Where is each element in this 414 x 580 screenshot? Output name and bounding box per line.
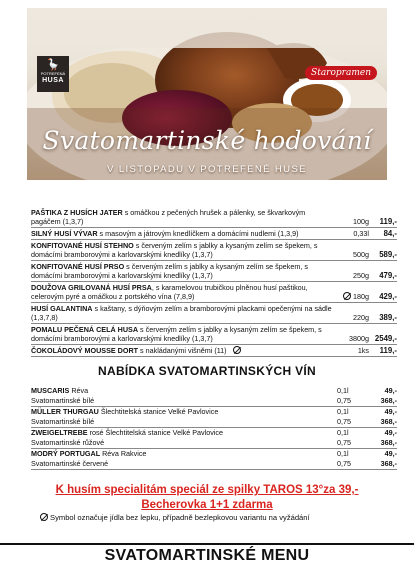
menu-item-name: DOUŽOVA GRILOVANÁ HUSÍ PRSA	[31, 283, 152, 292]
menu-item	[31, 228, 397, 240]
menu-item-amount: 220g	[353, 313, 369, 322]
wine-row-bottle	[31, 417, 397, 428]
gluten-free-note	[40, 513, 310, 522]
wine-name: MUSCARIS	[31, 386, 70, 395]
menu-item-amount: 250g	[353, 271, 369, 280]
wine-amount: 0,1l	[337, 407, 349, 416]
menu-item	[31, 303, 397, 324]
footer-title: SVATOMARTINSKÉ MENU	[0, 543, 414, 565]
wine-item	[31, 407, 397, 428]
menu-item-price: 119,-	[379, 346, 397, 355]
gluten-free-icon	[343, 292, 351, 300]
wine-row-bottle	[31, 438, 397, 449]
wine-price: 49,-	[384, 407, 397, 416]
wine-list	[31, 386, 397, 470]
wine-title	[31, 449, 337, 458]
menu-item-name: POMALU PEČENÁ CELÁ HUSA	[31, 325, 139, 334]
menu-item-amount: 500g	[353, 250, 369, 259]
menu-item-description	[31, 304, 337, 322]
menu-item-price: 2549,-	[374, 334, 397, 343]
menu-item-description	[31, 208, 337, 226]
promo-text	[0, 483, 414, 513]
menu-item-name: PAŠTIKA Z HUSÍCH JATER	[31, 208, 123, 217]
menu-item-description	[31, 346, 337, 355]
logo-top-text: POTREFENÁ	[40, 71, 66, 76]
wine-amount: 0,1l	[337, 428, 349, 437]
menu-item-details: s nakládanými višněmi (11)	[138, 346, 227, 355]
menu-item-details: s červeným zelím s jablky a kysaným zelím se špekem, s domácími bramborovými a karlovarskými knedlíky (1,3,7)	[31, 325, 322, 343]
goose-icon: 🪿	[46, 59, 60, 71]
hero-subtitle: V LISTOPADU V POTREFENÉ HUSE	[107, 164, 307, 175]
gluten-free-note-text: Symbol označuje jídla bez lepku, případně bezlepkovou variantu na vyžádání	[50, 513, 310, 522]
wine-amount: 0,75	[337, 459, 351, 468]
hero-banner	[27, 8, 387, 180]
menu-item-price: 429,-	[379, 292, 397, 301]
wine-producer: Réva Rakvice	[100, 449, 147, 458]
menu-item-details: s omáčkou z pečených hrušek a pálenky, se škvarkovým pagáčem (1,3,7)	[31, 208, 306, 226]
wine-item	[31, 449, 397, 470]
wine-row-glass	[31, 386, 397, 396]
wine-amount: 0,75	[337, 438, 351, 447]
wine-title	[31, 428, 337, 437]
wine-amount: 0,75	[337, 396, 351, 405]
wine-price: 368,-	[380, 438, 397, 447]
menu-item	[31, 207, 397, 228]
wine-name: MÜLLER THURGAU	[31, 407, 99, 416]
wine-amount: 0,75	[337, 417, 351, 426]
wine-category: Svatomartinské bílé	[31, 396, 95, 405]
wine-category: Svatomartinské červené	[31, 459, 109, 468]
menu-item-description	[31, 241, 337, 259]
wine-price: 49,-	[384, 428, 397, 437]
potrefena-husa-logo	[37, 56, 69, 92]
menu-item-amount: 1ks	[357, 346, 369, 355]
menu-item	[31, 324, 397, 345]
menu-item-price: 389,-	[379, 313, 397, 322]
wine-name: MODRÝ PORTUGAL	[31, 449, 101, 458]
menu-item-details: s červeným zelím s jablky a kysaným zelím se špekem, s domácími bramborovými a karlovarskými knedlíky (1,3,7)	[31, 241, 318, 259]
menu-item-amount-cell	[337, 292, 369, 301]
menu-item	[31, 240, 397, 261]
menu-item-description	[31, 283, 337, 301]
logo-brand-text: HUSA	[42, 77, 64, 84]
gluten-free-icon	[233, 346, 241, 354]
menu-item-name: SILNÝ HUSÍ VÝVAR	[31, 229, 98, 238]
wine-item	[31, 428, 397, 449]
menu-item-name: KONFITOVANÉ HUSÍ STEHNO	[31, 241, 134, 250]
wines-section-title: NABÍDKA SVATOMARTINSKÝCH VÍN	[98, 364, 316, 378]
wine-row-glass	[31, 449, 397, 459]
wine-producer: Réva	[69, 386, 89, 395]
menu-item-price: 479,-	[379, 271, 397, 280]
menu-item-name: ČOKOLÁDOVÝ MOUSSE DORT	[31, 346, 139, 355]
wine-producer: Šlechtitelská stanice Velké Pavlovice	[98, 407, 219, 416]
wine-amount: 0,1l	[337, 386, 349, 395]
menu-item-price: 119,-	[379, 217, 397, 226]
promo-line: K husím specialitám speciál ze spilky TAROS 13°za 39,-	[55, 484, 359, 496]
wine-row-glass	[31, 407, 397, 417]
menu-item-price: 84,-	[383, 229, 397, 238]
wine-price: 368,-	[380, 396, 397, 405]
wine-row-glass	[31, 428, 397, 438]
wine-price: 49,-	[384, 386, 397, 395]
wine-price: 368,-	[380, 417, 397, 426]
menu-item	[31, 345, 397, 357]
wine-category: Svatomartinské bílé	[31, 417, 95, 426]
menu-item-name: KONFITOVANÉ HUSÍ PRSO	[31, 262, 125, 271]
menu-item-details: s masovým a játrovým knedlíčkem a domácími nudlemi (1,3,9)	[97, 229, 299, 238]
wine-row-bottle	[31, 459, 397, 470]
menu-item	[31, 282, 397, 303]
menu-item-name: HUSÍ GALANTINA	[31, 304, 93, 313]
menu-item-price: 589,-	[379, 250, 397, 259]
menu-item-amount: 180g	[353, 292, 369, 301]
wine-amount: 0,1l	[337, 449, 349, 458]
wine-category: Svatomartinské růžové	[31, 438, 105, 447]
wine-name: ZWEIGELTREBE	[31, 428, 88, 437]
wine-item	[31, 386, 397, 407]
menu-item-amount: 0,33l	[353, 229, 369, 238]
menu-item-amount: 100g	[353, 217, 369, 226]
hero-title: Svatomartinské hodování	[42, 126, 372, 155]
wine-row-bottle	[31, 396, 397, 407]
wine-price: 368,-	[380, 459, 397, 468]
gluten-free-icon	[40, 513, 48, 521]
menu-item-description	[31, 229, 337, 238]
menu-item-description	[31, 262, 337, 280]
wine-producer: rosé Šlechtitelská stanice Velké Pavlovice	[87, 428, 224, 437]
promo-line: Becherovka 1+1 zdarma	[141, 499, 273, 511]
menu-item-details: , s karamelovou trubičkou plněnou husí paštikou, celerovým pyré a omáčkou z portského vína (7,8,9)	[31, 283, 308, 301]
menu-item-description	[31, 325, 337, 343]
menu-item-details: s kaštany, s dýňovým zelím a bramborovými plackami opečenými na sádle (1,3,7,8)	[31, 304, 332, 322]
wine-title	[31, 407, 337, 416]
wine-title	[31, 386, 337, 395]
menu-item-details: s červeným zelím s jablky a kysaným zelím se špekem, s domácími bramborovými a karlovarskými knedlíky (1,3,7)	[31, 262, 308, 280]
staropramen-logo: Staropramen	[305, 66, 377, 80]
menu-item	[31, 261, 397, 282]
wine-price: 49,-	[384, 449, 397, 458]
food-menu	[31, 207, 397, 357]
menu-item-amount: 3800g	[349, 334, 369, 343]
